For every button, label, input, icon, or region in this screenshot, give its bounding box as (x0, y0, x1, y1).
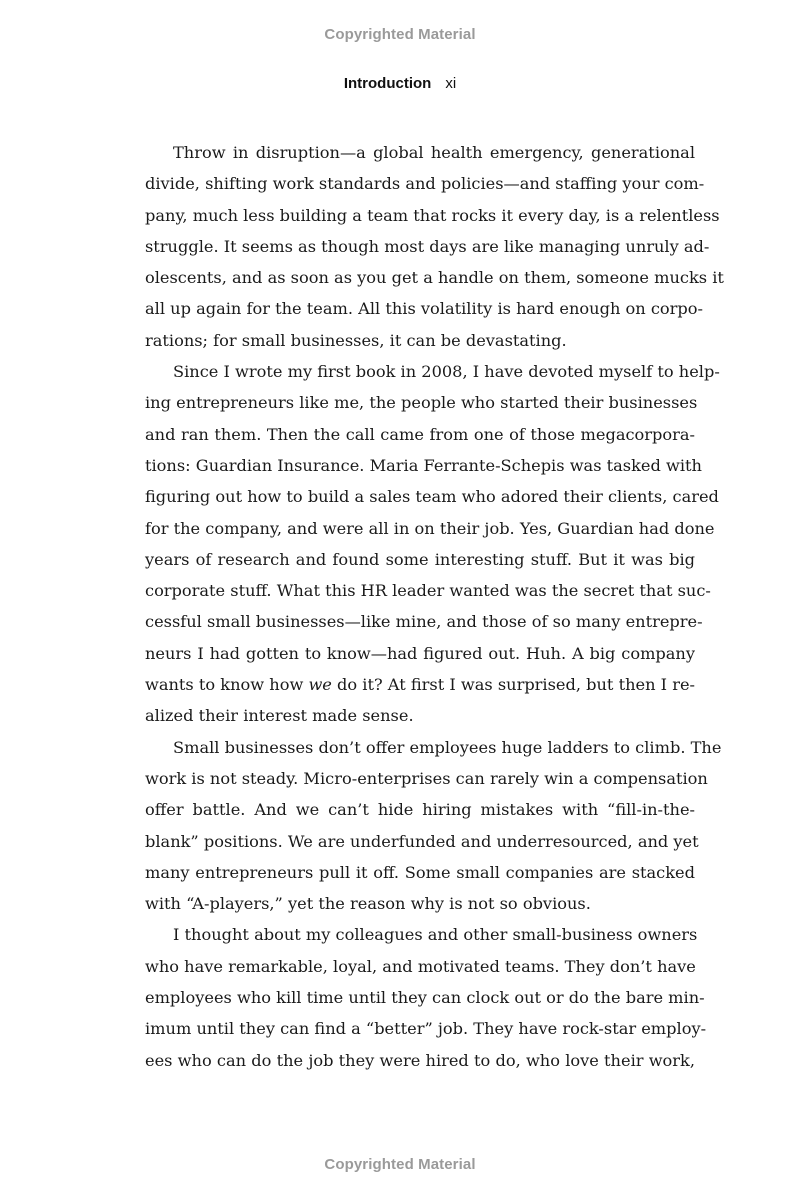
paragraph-3 (117, 732, 722, 920)
emphasis-we: we (308, 675, 332, 695)
page-number: xi (445, 75, 457, 92)
copyright-watermark-bottom: Copyrighted Material (324, 1156, 476, 1173)
text-line: figuring out how to build a sales team who adored their clients, cared (145, 487, 719, 507)
text-line: all up again for the team. All this volatility is hard enough on corpo- (145, 299, 703, 319)
text-line (117, 669, 695, 700)
text-line: I thought about my colleagues and other small-business owners (173, 925, 698, 945)
text-line: ing entrepreneurs like me, the people who started their businesses (145, 393, 698, 413)
text-line: Throw in disruption—a global health emergency, generational (173, 143, 695, 162)
line-segment: wants to know how (145, 675, 309, 695)
text-line: olescents, and as soon as you get a handle on them, someone mucks it (145, 268, 724, 288)
text-line: offer battle. And we can’t hide hiring mistakes with “fill-in-the- (145, 800, 695, 820)
chapter-title: Introduction (343, 75, 432, 92)
paragraph-2 (117, 356, 720, 732)
text-line: employees who kill time until they can clock out or do the bare min- (145, 988, 705, 1008)
paragraph-1 (117, 137, 724, 356)
text-line: neurs I had gotten to know—had figured out. Huh. A big company (145, 643, 695, 663)
text-line: pany, much less building a team that rocks it every day, is a relentless (145, 205, 720, 225)
paragraph-4 (117, 919, 707, 1075)
line-segment: do it? At first I was surprised, but then I re- (331, 675, 695, 695)
text-line: who have remarkable, loyal, and motivated teams. They don’t have (145, 956, 696, 976)
copyright-watermark-top: Copyrighted Material (324, 26, 476, 43)
text-line: tions: Guardian Insurance. Maria Ferrante-Schepis was tasked with (145, 455, 702, 475)
text-line: with “A-players,” yet the reason why is not so obvious. (145, 894, 591, 914)
text-line: rations; for small businesses, it can be devastating. (145, 330, 567, 350)
text-line: Since I wrote my first book in 2008, I have devoted myself to help- (173, 362, 720, 382)
text-line: ees who can do the job they were hired to do, who love their work, (145, 1050, 695, 1070)
text-line: struggle. It seems as though most days are like managing unruly ad- (145, 236, 710, 256)
text-line: alized their interest made sense. (145, 706, 414, 726)
running-header (0, 75, 800, 92)
text-line: and ran them. Then the call came from one of those megacorpora- (145, 424, 695, 444)
text-line: Small businesses don’t offer employees huge ladders to climb. The (173, 737, 722, 757)
text-line: for the company, and were all in on their job. Yes, Guardian had done (145, 518, 715, 538)
text-line: blank” positions. We are underfunded and underresourced, and yet (145, 831, 699, 851)
text-line: corporate stuff. What this HR leader wanted was the secret that suc- (145, 581, 711, 601)
text-line: years of research and found some interesting stuff. But it was big (145, 549, 695, 569)
text-line: imum until they can find a “better” job. They have rock-star employ- (145, 1019, 707, 1039)
body-text (117, 137, 724, 1076)
text-line: work is not steady. Micro-enterprises can rarely win a compensation (145, 768, 708, 788)
text-line: cessful small businesses—like mine, and those of so many entrepre- (145, 612, 703, 632)
text-line: many entrepreneurs pull it off. Some small companies are stacked (145, 862, 695, 882)
text-line: divide, shifting work standards and policies—and staffing your com- (145, 174, 705, 194)
